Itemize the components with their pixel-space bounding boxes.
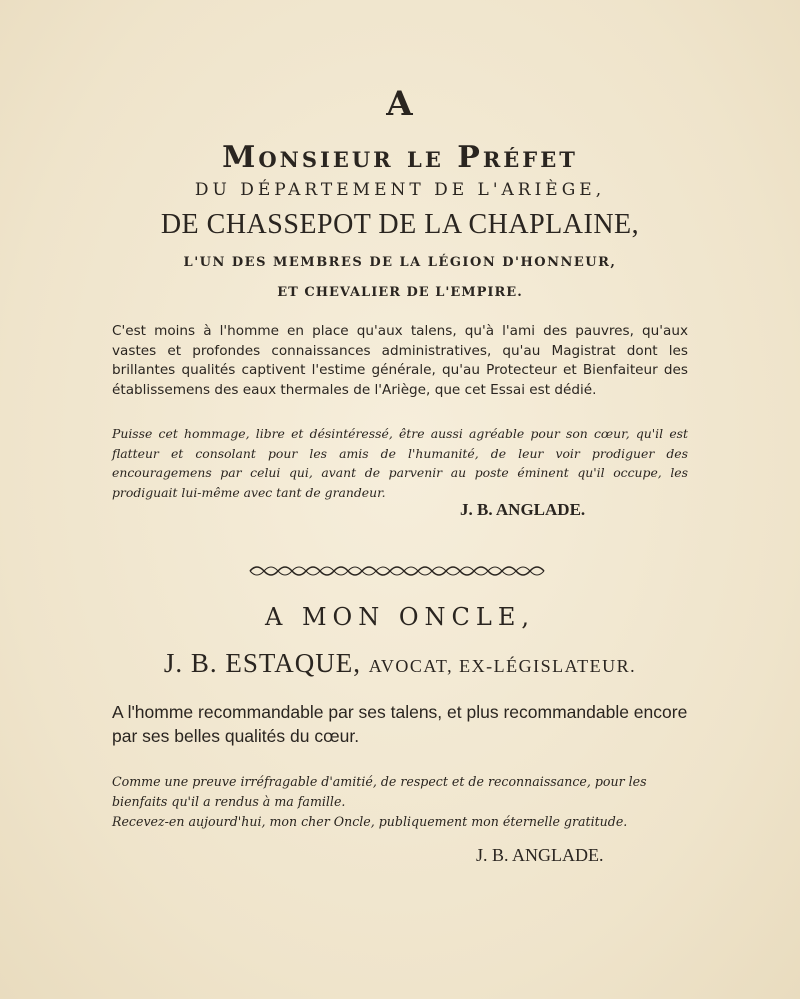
oncle-italic-1: Comme une preuve irréfragable d'amitié, de respect et de reconnaissance, pour les bienfaits qu'il a rendus à ma famille. <box>112 774 647 809</box>
heading-prefet: Monsieur le Préfet <box>222 140 578 175</box>
oncle-italic-block <box>112 772 688 832</box>
heading-a: A <box>386 84 414 124</box>
oncle-name-line <box>0 648 800 679</box>
dedication-paragraph: C'est moins à l'homme en place qu'aux talens, qu'à l'ami des pauvres, qu'aux vastes et profondes connaissances administratives, qu'au Magistrat dont les brillantes qualités captivent l'estime générale, qu'au Protecteur et Bienfaiteur des établissemens des eaux thermales de l'Ariège, que cet Essai est dédié. <box>112 323 688 398</box>
signature-2: J. B. ANGLADE. <box>476 845 604 865</box>
oncle-italic-2: Recevez-en aujourd'hui, mon cher Oncle, publiquement mon éternelle gratitude. <box>112 814 628 829</box>
heading-chevalier: ET CHEVALIER DE L'EMPIRE. <box>277 285 523 300</box>
dedication-wish: Puisse cet hommage, libre et désintéressé, être aussi agréable pour son cœur, qu'il est flatteur et consolant pour les amis de l'humanité, de leur voir prodiguer des encouragemens par celui qui, avant de parvenir au poste éminent qu'il occupe, les prodiguait lui-même avec tant de grandeur. <box>112 426 688 500</box>
heading-name: DE CHASSEPOT DE LA CHAPLAINE, <box>160 209 640 240</box>
oncle-paragraph: A l'homme recommandable par ses talens, et plus recommandable encore par ses belles qualités du cœur. <box>112 702 688 746</box>
heading-legion: L'UN DES MEMBRES DE LA LÉGION D'HONNEUR, <box>183 255 617 270</box>
oncle-title: A MON ONCLE, <box>265 603 535 631</box>
ornament-divider <box>246 560 554 582</box>
signature-1: J. B. ANGLADE. <box>460 500 586 519</box>
heading-departement: DU DÉPARTEMENT DE L'ARIÈGE, <box>194 180 606 200</box>
oncle-role: AVOCAT, EX-LÉGISLATEUR. <box>368 656 637 676</box>
oncle-name: J. B. ESTAQUE, <box>163 648 361 678</box>
